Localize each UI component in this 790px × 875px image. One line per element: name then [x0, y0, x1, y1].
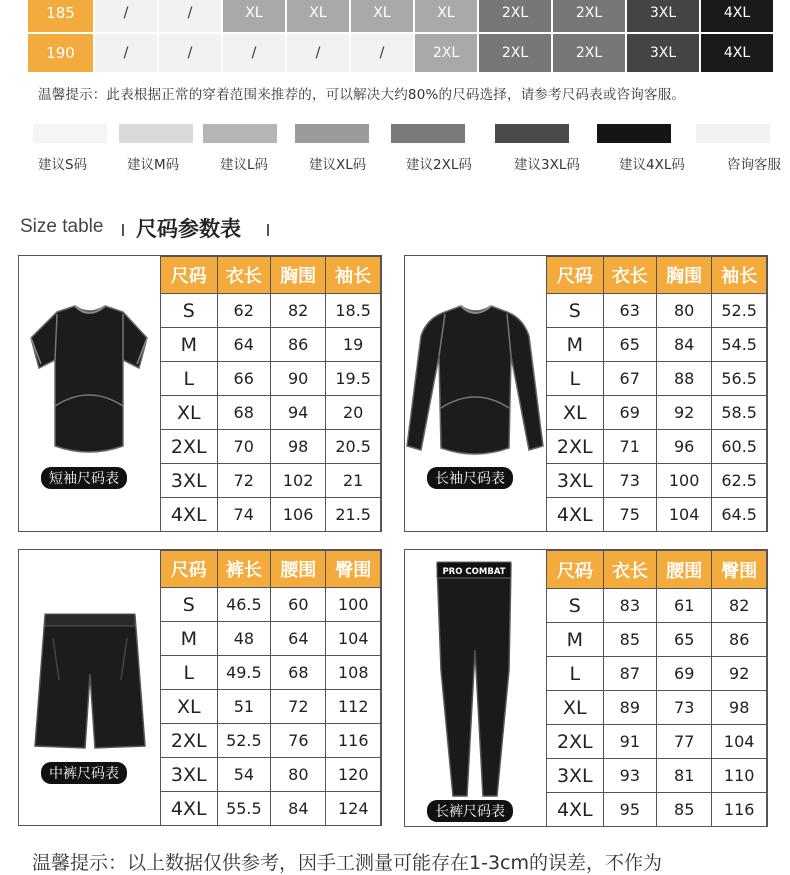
length-value: 63: [603, 294, 656, 328]
size-value: 2XL: [161, 430, 218, 464]
size-cell: XL: [287, 0, 351, 32]
header-waist: 腰围: [271, 551, 326, 588]
size-cell: /: [95, 0, 159, 32]
waist-value: 72: [271, 690, 326, 724]
long-pants-label: 长裤尺码表: [427, 800, 513, 822]
chest-value: 94: [270, 396, 325, 430]
long-sleeve-size-panel: [404, 255, 768, 532]
length-value: 54: [217, 758, 271, 792]
length-value: 71: [603, 430, 656, 464]
size-value: M: [161, 328, 218, 362]
header-length: 衣长: [217, 257, 270, 294]
table-row: [547, 793, 767, 827]
table-row: [547, 430, 767, 464]
sleeve-value: 54.5: [712, 328, 767, 362]
length-value: 68: [217, 396, 270, 430]
chest-value: 96: [656, 430, 711, 464]
size-value: S: [161, 294, 218, 328]
hip-value: 86: [712, 623, 767, 657]
size-value: S: [161, 588, 218, 622]
table-row: [161, 464, 381, 498]
swatch-label: 咨询客服: [727, 157, 781, 173]
sleeve-value: 21.5: [326, 498, 381, 532]
length-value: 55.5: [217, 792, 271, 826]
sleeve-value: 21: [326, 464, 381, 498]
size-cell: 4XL: [701, 34, 775, 72]
long-pants-icon: [405, 550, 546, 826]
height-cell: 190: [28, 34, 95, 72]
table-row: [547, 657, 767, 691]
chest-value: 104: [656, 498, 711, 532]
length-value: 67: [603, 362, 656, 396]
short-sleeve-image: [19, 256, 160, 531]
sleeve-value: 52.5: [712, 294, 767, 328]
length-value: 93: [603, 759, 656, 793]
size-value: 4XL: [161, 792, 218, 826]
waist-value: 80: [271, 758, 326, 792]
header-chest: 胸围: [656, 257, 711, 294]
recommend-row-185: [28, 0, 775, 32]
length-value: 83: [603, 589, 656, 623]
short-sleeve-size-table: [160, 256, 381, 532]
size-value: S: [547, 294, 604, 328]
size-cell: 4XL: [701, 0, 775, 32]
header-chest: 胸围: [270, 257, 325, 294]
header-hip: 臀围: [326, 551, 381, 588]
measurement-footnote: 温馨提示：以上数据仅供参考，因手工测量可能存在1-3cm的误差，不作为: [32, 852, 662, 874]
waist-value: 69: [657, 657, 712, 691]
size-cell: 2XL: [479, 0, 553, 32]
size-cell: /: [95, 34, 159, 72]
waist-value: 73: [657, 691, 712, 725]
length-value: 91: [603, 725, 656, 759]
size-value: 3XL: [547, 759, 604, 793]
waist-value: 77: [657, 725, 712, 759]
size-cell: /: [223, 34, 287, 72]
size-value: M: [547, 328, 604, 362]
size-value: 3XL: [161, 758, 218, 792]
sleeve-value: 64.5: [712, 498, 767, 532]
table-row: [161, 498, 381, 532]
hip-value: 124: [326, 792, 381, 826]
shorts-size-panel: [18, 549, 382, 826]
size-value: 2XL: [547, 430, 604, 464]
length-value: 48: [217, 622, 271, 656]
waist-value: 65: [657, 623, 712, 657]
table-row: [161, 690, 381, 724]
waist-value: 64: [271, 622, 326, 656]
swatch-label: 建议4XL码: [619, 157, 685, 173]
chest-value: 80: [656, 294, 711, 328]
length-value: 89: [603, 691, 656, 725]
waist-value: 81: [657, 759, 712, 793]
size-value: S: [547, 589, 604, 623]
height-cell: 185: [28, 0, 95, 32]
waist-value: 84: [271, 792, 326, 826]
table-row: [547, 623, 767, 657]
long-sleeve-label: 长袖尺码表: [427, 467, 513, 489]
header-pants-length: 裤长: [217, 551, 271, 588]
swatch-xl: [295, 124, 369, 143]
swatch-service: [696, 124, 770, 143]
sleeve-value: 56.5: [712, 362, 767, 396]
table-row: [547, 396, 767, 430]
length-value: 75: [603, 498, 656, 532]
size-value: L: [547, 362, 604, 396]
header-size: 尺码: [161, 551, 218, 588]
size-cell: 3XL: [627, 34, 701, 72]
header-sleeve: 袖长: [326, 257, 381, 294]
table-row: [161, 622, 381, 656]
long-sleeve-shirt-icon: [405, 256, 546, 531]
hip-value: 82: [712, 589, 767, 623]
long-pants-size-table: [546, 550, 767, 827]
size-value: 2XL: [547, 725, 604, 759]
table-row: [547, 294, 767, 328]
size-value: 3XL: [547, 464, 604, 498]
length-value: 52.5: [217, 724, 271, 758]
length-value: 51: [217, 690, 271, 724]
chest-value: 100: [656, 464, 711, 498]
header-size: 尺码: [547, 257, 604, 294]
chest-value: 102: [270, 464, 325, 498]
length-value: 72: [217, 464, 270, 498]
section-title-cn: 尺码参数表: [136, 217, 241, 241]
waist-value: 85: [657, 793, 712, 827]
chest-value: 90: [270, 362, 325, 396]
hip-value: 120: [326, 758, 381, 792]
waist-value: 60: [271, 588, 326, 622]
hip-value: 108: [326, 656, 381, 690]
size-value: XL: [547, 396, 604, 430]
chest-value: 86: [270, 328, 325, 362]
chest-value: 88: [656, 362, 711, 396]
table-row: [161, 588, 381, 622]
sleeve-value: 19: [326, 328, 381, 362]
sleeve-value: 20: [326, 396, 381, 430]
long-pants-image: [405, 550, 546, 826]
header-waist: 腰围: [657, 551, 712, 589]
swatch-2xl: [391, 124, 465, 143]
waist-value: 61: [657, 589, 712, 623]
long-sleeve-image: [405, 256, 546, 531]
size-cell: XL: [415, 0, 479, 32]
length-value: 69: [603, 396, 656, 430]
size-value: L: [161, 656, 218, 690]
swatch-label: 建议L码: [220, 157, 269, 173]
hip-value: 100: [326, 588, 381, 622]
header-length: 衣长: [603, 257, 656, 294]
size-value: L: [161, 362, 218, 396]
length-value: 74: [217, 498, 270, 532]
hip-value: 116: [326, 724, 381, 758]
shorts-size-table: [160, 550, 381, 826]
table-row: [547, 691, 767, 725]
size-cell: 2XL: [415, 34, 479, 72]
hip-value: 110: [712, 759, 767, 793]
chest-value: 106: [270, 498, 325, 532]
short-sleeve-shirt-icon: [19, 256, 160, 531]
sleeve-value: 60.5: [712, 430, 767, 464]
size-cell: 2XL: [553, 34, 627, 72]
header-length: 衣长: [603, 551, 656, 589]
swatch-3xl: [495, 124, 569, 143]
length-value: 46.5: [217, 588, 271, 622]
size-cell: 2XL: [553, 0, 627, 32]
swatch-l: [203, 124, 277, 143]
length-value: 70: [217, 430, 270, 464]
size-value: L: [547, 657, 604, 691]
table-row: [161, 396, 381, 430]
size-value: 4XL: [547, 793, 604, 827]
swatch-label: 建议2XL码: [406, 157, 472, 173]
short-sleeve-label: 短袖尺码表: [41, 467, 127, 489]
size-value: 4XL: [547, 498, 604, 532]
size-value: M: [161, 622, 218, 656]
length-value: 95: [603, 793, 656, 827]
hip-value: 112: [326, 690, 381, 724]
table-row: [547, 589, 767, 623]
length-value: 85: [603, 623, 656, 657]
header-hip: 臀围: [712, 551, 767, 589]
size-value: 4XL: [161, 498, 218, 532]
size-cell: /: [159, 0, 223, 32]
waist-value: 76: [271, 724, 326, 758]
swatch-4xl: [597, 124, 671, 143]
table-row: [161, 724, 381, 758]
table-row: [161, 656, 381, 690]
hip-value: 98: [712, 691, 767, 725]
fit-tip-text: 温馨提示：此表根据正常的穿着范围来推荐的，可以解决大约80%的尺码选择，请参考尺码表或咨询客服。: [38, 87, 686, 103]
waist-value: 68: [271, 656, 326, 690]
sleeve-value: 20.5: [326, 430, 381, 464]
sleeve-value: 18.5: [326, 294, 381, 328]
table-row: [547, 362, 767, 396]
hip-value: 104: [326, 622, 381, 656]
long-pants-size-panel: [404, 549, 768, 827]
swatch-label: 建议3XL码: [514, 157, 580, 173]
size-cell: 2XL: [479, 34, 553, 72]
chest-value: 92: [656, 396, 711, 430]
hip-value: 104: [712, 725, 767, 759]
length-value: 73: [603, 464, 656, 498]
chest-value: 82: [270, 294, 325, 328]
table-row: [161, 792, 381, 826]
length-value: 62: [217, 294, 270, 328]
size-cell: XL: [223, 0, 287, 32]
length-value: 87: [603, 657, 656, 691]
sleeve-value: 19.5: [326, 362, 381, 396]
table-row: [161, 328, 381, 362]
size-cell: /: [287, 34, 351, 72]
table-row: [547, 725, 767, 759]
length-value: 64: [217, 328, 270, 362]
short-sleeve-size-panel: [18, 255, 382, 532]
table-row: [547, 498, 767, 532]
pants-waistband-text: PRO COMBAT: [442, 567, 506, 577]
hip-value: 92: [712, 657, 767, 691]
recommend-row-190: [28, 34, 775, 72]
size-value: 2XL: [161, 724, 218, 758]
header-sleeve: 袖长: [712, 257, 767, 294]
hip-value: 116: [712, 793, 767, 827]
size-value: M: [547, 623, 604, 657]
length-value: 65: [603, 328, 656, 362]
size-value: 3XL: [161, 464, 218, 498]
table-row: [161, 430, 381, 464]
section-title-en: Size table: [20, 216, 104, 237]
size-value: XL: [161, 690, 218, 724]
length-value: 49.5: [217, 656, 271, 690]
size-cell: /: [159, 34, 223, 72]
swatch-m: [119, 124, 193, 143]
size-value: XL: [161, 396, 218, 430]
swatch-label: 建议S码: [38, 157, 88, 173]
size-cell: 3XL: [627, 0, 701, 32]
size-cell: /: [351, 34, 415, 72]
header-size: 尺码: [161, 257, 218, 294]
swatch-s: [33, 124, 107, 143]
shorts-label: 中裤尺码表: [41, 762, 127, 784]
chest-value: 98: [270, 430, 325, 464]
title-divider: [267, 224, 269, 236]
title-divider: [122, 224, 124, 236]
header-size: 尺码: [547, 551, 604, 589]
length-value: 66: [217, 362, 270, 396]
size-cell: XL: [351, 0, 415, 32]
swatch-label: 建议M码: [127, 157, 180, 173]
swatch-label: 建议XL码: [309, 157, 367, 173]
long-sleeve-size-table: [546, 256, 767, 532]
chest-value: 84: [656, 328, 711, 362]
table-row: [547, 328, 767, 362]
table-row: [547, 759, 767, 793]
shorts-image: [19, 550, 160, 825]
table-row: [161, 362, 381, 396]
table-row: [161, 294, 381, 328]
sleeve-value: 58.5: [712, 396, 767, 430]
table-row: [547, 464, 767, 498]
sleeve-value: 62.5: [712, 464, 767, 498]
size-value: XL: [547, 691, 604, 725]
table-row: [161, 758, 381, 792]
